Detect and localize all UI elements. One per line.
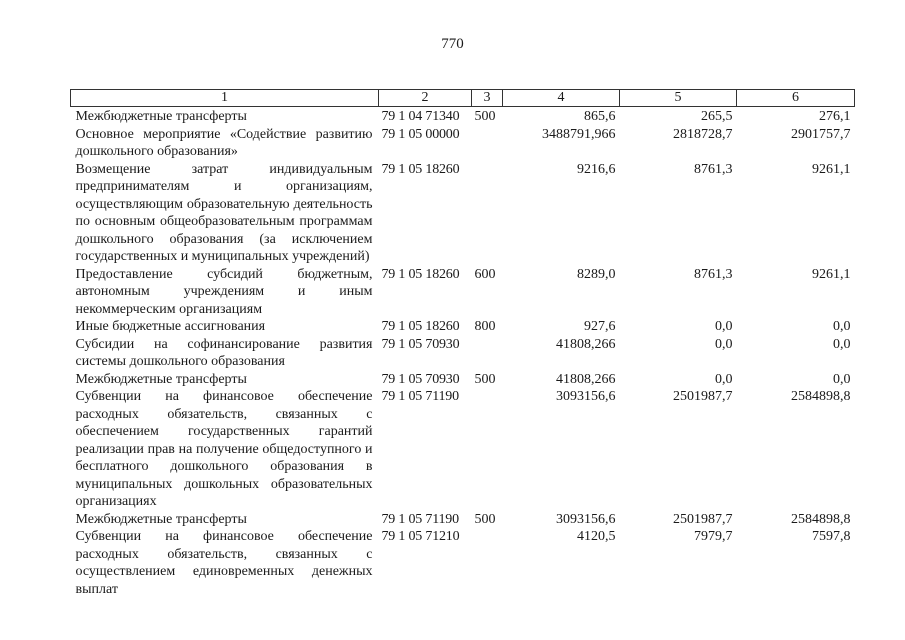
row-value-3: 276,1 [819, 109, 851, 124]
row-name: Иные бюджетные ассигнования [75, 319, 266, 334]
row-name: Основное мероприятие «Содействие развитию дошкольного образования» [75, 126, 373, 159]
row-code: 79 1 05 71190 [381, 511, 459, 527]
row-value-1: 9216,6 [577, 161, 616, 177]
table-row [71, 266, 855, 319]
row-value-3: 0,0 [833, 336, 851, 352]
row-value-2: 0,0 [715, 319, 733, 334]
header-col-6: 6 [737, 90, 855, 107]
row-code: 79 1 05 18260 [381, 161, 460, 177]
row-type: 500 [474, 371, 496, 387]
row-code: 79 1 04 71340 [381, 109, 460, 124]
row-value-1: 41808,266 [556, 336, 616, 352]
row-code: 79 1 05 00000 [381, 126, 460, 142]
table-row [71, 336, 855, 371]
row-type [472, 126, 503, 161]
row-type: 500 [474, 511, 496, 527]
row-name: Возмещение затрат индивидуальным предпринимателям и организациям, осуществляющим образовательную деятельность по основным общеобразовательным программам дошкольного образования (за исключением государственных и муниципальных учреждений) [75, 161, 373, 264]
row-value-3: 7597,8 [812, 529, 851, 544]
row-name: Межбюджетные трансферты [75, 109, 247, 124]
row-code: 79 1 05 70930 [381, 336, 460, 352]
table-row [71, 107, 855, 126]
row-value-3: 0,0 [833, 371, 851, 387]
table-row [71, 511, 855, 529]
row-value-2: 7979,7 [694, 529, 733, 544]
row-type: 600 [474, 266, 496, 282]
header-col-3: 3 [472, 90, 503, 107]
row-type [472, 336, 503, 371]
row-type [472, 161, 503, 266]
table-row [71, 161, 855, 266]
header-col-5: 5 [620, 90, 737, 107]
table-row [71, 528, 855, 598]
row-type: 800 [474, 319, 496, 334]
header-col-2: 2 [379, 90, 472, 107]
row-value-2: 8761,3 [694, 161, 733, 177]
row-name: Субвенции на финансовое обеспечение расходных обязательств, связанных с осуществлением единовременных денежных выплат [75, 529, 373, 597]
row-code: 79 1 05 18260 [381, 319, 460, 334]
row-value-2: 0,0 [715, 371, 733, 387]
row-value-1: 927,6 [584, 319, 616, 334]
table-row [71, 318, 855, 336]
row-type: 500 [474, 109, 496, 124]
table-header-row [71, 90, 855, 107]
row-name: Предоставление субсидий бюджетным, автономным учреждениям и иным некоммерческим организациям [75, 266, 373, 317]
row-value-3: 9261,1 [812, 266, 851, 282]
row-name: Субсидии на софинансирование развития системы дошкольного образования [75, 336, 373, 369]
table-row [71, 388, 855, 511]
row-value-1: 41808,266 [556, 371, 616, 387]
header-col-1: 1 [71, 90, 379, 107]
row-value-3: 9261,1 [812, 161, 851, 177]
row-value-3: 2584898,8 [791, 389, 851, 404]
row-value-1: 3093156,6 [556, 389, 616, 404]
row-value-2: 0,0 [715, 336, 733, 352]
row-value-2: 2501987,7 [673, 389, 733, 404]
row-value-2: 8761,3 [694, 266, 733, 282]
row-value-1: 865,6 [584, 109, 616, 124]
row-value-2: 2818728,7 [673, 126, 733, 142]
table-row [71, 126, 855, 161]
row-value-3: 2901757,7 [791, 126, 851, 142]
budget-table [70, 89, 855, 598]
row-value-1: 3093156,6 [556, 511, 616, 527]
row-type [472, 528, 503, 598]
row-value-3: 0,0 [833, 319, 851, 334]
row-value-2: 2501987,7 [673, 511, 733, 527]
header-col-4: 4 [503, 90, 620, 107]
row-type [472, 388, 503, 511]
row-code: 79 1 05 71210 [381, 529, 460, 544]
row-name: Межбюджетные трансферты [75, 371, 247, 387]
row-code: 79 1 05 71190 [381, 389, 459, 404]
row-value-2: 265,5 [701, 109, 733, 124]
row-name: Субвенции на финансовое обеспечение расходных обязательств, связанных с обеспечением государственных гарантий реализации прав на получение общедоступного и бесплатного дошкольного образования в муниципальных дошкольных образовательных организациях [75, 389, 373, 509]
row-code: 79 1 05 18260 [381, 266, 460, 282]
row-value-3: 2584898,8 [791, 511, 851, 527]
page-number: 770 [441, 36, 464, 52]
row-value-1: 3488791,966 [542, 126, 616, 142]
row-value-1: 4120,5 [577, 529, 616, 544]
table-row [71, 371, 855, 389]
row-code: 79 1 05 70930 [381, 371, 460, 387]
row-value-1: 8289,0 [577, 266, 616, 282]
row-name: Межбюджетные трансферты [75, 511, 247, 527]
